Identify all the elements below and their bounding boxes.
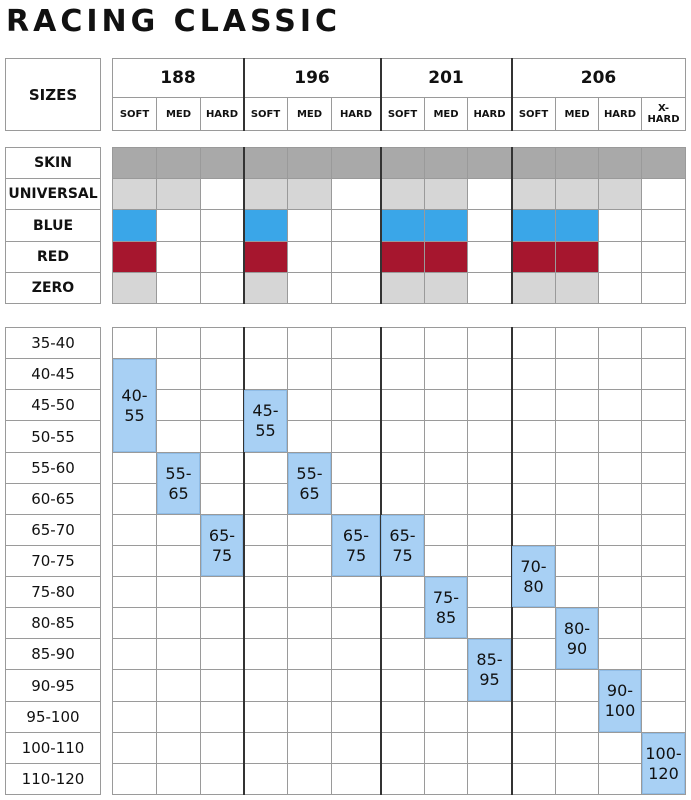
recommended-weight-block: 70- 80 [512, 546, 555, 607]
weight-cell [598, 732, 642, 764]
base-cell [112, 209, 157, 242]
weight-cell [243, 483, 288, 515]
weight-label: 85-90 [5, 638, 101, 670]
group-separator [380, 147, 382, 304]
weight-label: 110-120 [5, 763, 101, 795]
weight-cell [156, 327, 201, 359]
weight-cell [424, 732, 468, 764]
base-cell [200, 241, 244, 273]
flex-header: HARD [331, 97, 381, 131]
base-cell [424, 209, 468, 242]
weight-cell [380, 420, 425, 453]
weight-cell [380, 327, 425, 359]
weight-cell [467, 420, 512, 453]
weight-cell [331, 389, 381, 421]
base-cell [467, 178, 512, 210]
weight-cell [112, 607, 157, 639]
weight-cell [598, 763, 642, 795]
size-group-header: 188 [112, 58, 244, 98]
weight-cell [555, 514, 599, 546]
weight-cell [287, 358, 332, 390]
weight-cell [243, 514, 288, 546]
weight-cell [200, 638, 244, 670]
weight-cell [156, 763, 201, 795]
weight-cell [424, 358, 468, 390]
weight-cell [287, 545, 332, 577]
weight-cell [243, 358, 288, 390]
weight-cell [331, 327, 381, 359]
weight-cell [331, 420, 381, 453]
weight-cell [200, 669, 244, 702]
weight-cell [331, 763, 381, 795]
base-cell [598, 272, 642, 304]
size-group-header: 201 [380, 58, 512, 98]
base-cell [287, 272, 332, 304]
base-label: ZERO [5, 272, 101, 304]
group-separator [243, 147, 245, 304]
weight-label: 75-80 [5, 576, 101, 608]
weight-label: 40-45 [5, 358, 101, 390]
base-label: SKIN [5, 147, 101, 179]
weight-cell [380, 483, 425, 515]
weight-cell [287, 638, 332, 670]
weight-cell [555, 669, 599, 702]
weight-label: 95-100 [5, 701, 101, 733]
base-cell [112, 147, 157, 179]
weight-cell [112, 327, 157, 359]
base-label: UNIVERSAL [5, 178, 101, 210]
base-cell [156, 272, 201, 304]
weight-cell [641, 638, 686, 670]
flex-header: HARD [598, 97, 642, 131]
weight-cell [243, 607, 288, 639]
recommended-weight-block: 45- 55 [244, 390, 287, 452]
base-cell [467, 241, 512, 273]
base-cell [641, 241, 686, 273]
weight-cell [380, 607, 425, 639]
weight-cell [511, 327, 556, 359]
weight-cell [641, 420, 686, 453]
weight-cell [598, 638, 642, 670]
weight-cell [511, 763, 556, 795]
weight-cell [156, 607, 201, 639]
weight-cell [598, 545, 642, 577]
weight-label: 80-85 [5, 607, 101, 639]
weight-cell [156, 389, 201, 421]
flex-header: SOFT [112, 97, 157, 131]
size-group-header: 206 [511, 58, 686, 98]
weight-cell [424, 514, 468, 546]
weight-cell [156, 669, 201, 702]
weight-cell [380, 452, 425, 484]
weight-cell [555, 358, 599, 390]
weight-label: 35-40 [5, 327, 101, 359]
weight-cell [598, 452, 642, 484]
base-cell [156, 147, 201, 179]
weight-label: 70-75 [5, 545, 101, 577]
weight-cell [598, 420, 642, 453]
base-cell [555, 147, 599, 179]
size-group-header: 196 [243, 58, 381, 98]
recommended-weight-block: 75- 85 [425, 577, 467, 638]
weight-cell [555, 452, 599, 484]
recommended-weight-block: 65- 75 [201, 515, 243, 576]
weight-cell [243, 763, 288, 795]
weight-cell [287, 514, 332, 546]
weight-cell [287, 763, 332, 795]
weight-cell [555, 545, 599, 577]
weight-cell [641, 576, 686, 608]
base-cell [331, 178, 381, 210]
base-cell [424, 178, 468, 210]
weight-cell [243, 576, 288, 608]
group-separator [380, 58, 382, 131]
weight-cell [331, 638, 381, 670]
weight-label: 45-50 [5, 389, 101, 421]
weight-cell [511, 669, 556, 702]
base-cell [112, 241, 157, 273]
weight-cell [200, 701, 244, 733]
weight-cell [243, 327, 288, 359]
weight-cell [641, 545, 686, 577]
weight-cell [555, 763, 599, 795]
base-cell [243, 241, 288, 273]
recommended-weight-block: 55- 65 [157, 453, 200, 514]
weight-cell [287, 389, 332, 421]
weight-cell [380, 701, 425, 733]
weight-cell [287, 701, 332, 733]
weight-cell [112, 576, 157, 608]
weight-cell [200, 732, 244, 764]
weight-cell [555, 389, 599, 421]
base-cell [467, 272, 512, 304]
base-cell [331, 147, 381, 179]
base-cell [511, 178, 556, 210]
weight-label: 90-95 [5, 669, 101, 702]
weight-cell [467, 545, 512, 577]
base-cell [424, 147, 468, 179]
weight-cell [331, 669, 381, 702]
weight-cell [156, 701, 201, 733]
base-cell [598, 209, 642, 242]
base-cell [200, 178, 244, 210]
weight-cell [511, 358, 556, 390]
weight-cell [598, 514, 642, 546]
weight-cell [467, 732, 512, 764]
weight-cell [380, 358, 425, 390]
base-cell [156, 209, 201, 242]
weight-cell [641, 327, 686, 359]
base-cell [112, 272, 157, 304]
weight-cell [243, 732, 288, 764]
weight-cell [200, 389, 244, 421]
base-cell [331, 272, 381, 304]
base-cell [598, 178, 642, 210]
weight-cell [200, 483, 244, 515]
weight-cell [598, 576, 642, 608]
weight-cell [424, 327, 468, 359]
base-cell [555, 241, 599, 273]
base-cell [641, 178, 686, 210]
base-cell [156, 241, 201, 273]
base-cell [287, 241, 332, 273]
base-cell [467, 209, 512, 242]
base-cell [287, 147, 332, 179]
base-cell [243, 209, 288, 242]
weight-cell [467, 607, 512, 639]
weight-cell [511, 607, 556, 639]
weight-cell [555, 732, 599, 764]
weight-cell [555, 701, 599, 733]
group-separator [243, 58, 245, 131]
weight-cell [112, 669, 157, 702]
group-separator [511, 147, 513, 304]
weight-cell [598, 358, 642, 390]
weight-cell [380, 763, 425, 795]
weight-cell [555, 420, 599, 453]
weight-cell [112, 545, 157, 577]
recommended-weight-block: 65- 75 [381, 515, 424, 576]
weight-cell [243, 452, 288, 484]
weight-cell [156, 358, 201, 390]
base-cell [467, 147, 512, 179]
weight-cell [424, 420, 468, 453]
weight-cell [467, 483, 512, 515]
flex-header: HARD [467, 97, 512, 131]
base-cell [424, 272, 468, 304]
weight-cell [156, 514, 201, 546]
weight-cell [287, 327, 332, 359]
weight-cell [200, 327, 244, 359]
weight-cell [200, 452, 244, 484]
weight-cell [287, 420, 332, 453]
weight-cell [511, 732, 556, 764]
weight-cell [287, 732, 332, 764]
base-cell [243, 272, 288, 304]
weight-cell [156, 420, 201, 453]
weight-cell [380, 389, 425, 421]
weight-cell [641, 669, 686, 702]
weight-cell [112, 763, 157, 795]
weight-cell [467, 327, 512, 359]
weight-cell [243, 669, 288, 702]
weight-cell [641, 452, 686, 484]
sizes-header: SIZES [5, 58, 101, 131]
weight-cell [287, 607, 332, 639]
weight-cell [156, 545, 201, 577]
weight-cell [641, 483, 686, 515]
weight-cell [598, 389, 642, 421]
recommended-weight-block: 80- 90 [556, 608, 598, 669]
weight-label: 100-110 [5, 732, 101, 764]
flex-header: MED [287, 97, 332, 131]
group-separator [511, 58, 513, 131]
weight-cell [380, 638, 425, 670]
base-cell [112, 178, 157, 210]
weight-cell [200, 607, 244, 639]
base-cell [243, 147, 288, 179]
weight-cell [112, 701, 157, 733]
weight-cell [331, 452, 381, 484]
weight-cell [641, 389, 686, 421]
base-label: RED [5, 241, 101, 273]
weight-cell [424, 638, 468, 670]
weight-cell [424, 452, 468, 484]
weight-cell [112, 514, 157, 546]
weight-cell [200, 763, 244, 795]
weight-cell [467, 389, 512, 421]
weight-label: 55-60 [5, 452, 101, 484]
weight-label: 60-65 [5, 483, 101, 515]
base-cell [380, 241, 425, 273]
weight-cell [424, 669, 468, 702]
weight-cell [555, 483, 599, 515]
weight-label: 65-70 [5, 514, 101, 546]
flex-header: SOFT [380, 97, 425, 131]
flex-header: SOFT [511, 97, 556, 131]
base-cell [555, 272, 599, 304]
weight-cell [200, 358, 244, 390]
weight-cell [331, 358, 381, 390]
weight-cell [511, 389, 556, 421]
weight-cell [331, 483, 381, 515]
weight-cell [287, 576, 332, 608]
weight-cell [511, 701, 556, 733]
base-cell [156, 178, 201, 210]
weight-cell [424, 701, 468, 733]
weight-cell [598, 327, 642, 359]
weight-cell [641, 358, 686, 390]
flex-header: SOFT [243, 97, 288, 131]
weight-cell [331, 607, 381, 639]
weight-cell [467, 452, 512, 484]
weight-cell [641, 514, 686, 546]
weight-cell [424, 545, 468, 577]
recommended-weight-block: 85- 95 [468, 639, 511, 701]
weight-cell [243, 701, 288, 733]
base-cell [555, 178, 599, 210]
weight-cell [467, 576, 512, 608]
recommended-weight-block: 100- 120 [642, 733, 685, 794]
weight-cell [555, 576, 599, 608]
base-cell [511, 209, 556, 242]
weight-cell [380, 669, 425, 702]
weight-cell [380, 576, 425, 608]
weight-cell [156, 576, 201, 608]
weight-cell [511, 452, 556, 484]
base-cell [200, 272, 244, 304]
weight-cell [287, 669, 332, 702]
base-cell [331, 241, 381, 273]
weight-cell [467, 763, 512, 795]
flex-header: HARD [200, 97, 244, 131]
weight-cell [467, 701, 512, 733]
weight-cell [424, 483, 468, 515]
weight-cell [555, 327, 599, 359]
weight-cell [424, 763, 468, 795]
weight-cell [511, 483, 556, 515]
weight-cell [511, 514, 556, 546]
weight-cell [156, 638, 201, 670]
weight-cell [641, 607, 686, 639]
base-cell [287, 178, 332, 210]
flex-header: MED [424, 97, 468, 131]
weight-cell [424, 389, 468, 421]
base-cell [380, 272, 425, 304]
base-cell [424, 241, 468, 273]
base-cell [511, 147, 556, 179]
weight-cell [243, 545, 288, 577]
recommended-weight-block: 40- 55 [113, 359, 156, 452]
base-cell [511, 272, 556, 304]
base-cell [555, 209, 599, 242]
weight-cell [156, 732, 201, 764]
recommended-weight-block: 65-75 [332, 515, 380, 576]
weight-cell [380, 732, 425, 764]
recommended-weight-block: 90- 100 [599, 670, 641, 732]
base-cell [598, 241, 642, 273]
flex-header: X-HARD [641, 97, 686, 131]
base-cell [331, 209, 381, 242]
weight-cell [467, 514, 512, 546]
weight-cell [641, 701, 686, 733]
base-cell [200, 209, 244, 242]
weight-cell [598, 607, 642, 639]
base-cell [287, 209, 332, 242]
base-cell [511, 241, 556, 273]
weight-cell [200, 576, 244, 608]
base-cell [641, 209, 686, 242]
weight-cell [243, 638, 288, 670]
weight-cell [200, 420, 244, 453]
weight-cell [331, 732, 381, 764]
weight-cell [112, 638, 157, 670]
base-cell [641, 272, 686, 304]
weight-cell [511, 638, 556, 670]
flex-header: MED [156, 97, 201, 131]
base-label: BLUE [5, 209, 101, 242]
weight-cell [331, 701, 381, 733]
weight-cell [112, 483, 157, 515]
recommended-weight-block: 55- 65 [288, 453, 331, 514]
base-cell [200, 147, 244, 179]
flex-header: MED [555, 97, 599, 131]
weight-cell [331, 576, 381, 608]
base-cell [380, 147, 425, 179]
weight-cell [112, 452, 157, 484]
base-cell [641, 147, 686, 179]
weight-cell [598, 483, 642, 515]
base-cell [598, 147, 642, 179]
weight-cell [112, 732, 157, 764]
base-cell [380, 209, 425, 242]
weight-cell [511, 420, 556, 453]
weight-cell [467, 358, 512, 390]
weight-label: 50-55 [5, 420, 101, 453]
base-cell [243, 178, 288, 210]
page-title: RACING CLASSIC [6, 4, 342, 39]
base-cell [380, 178, 425, 210]
